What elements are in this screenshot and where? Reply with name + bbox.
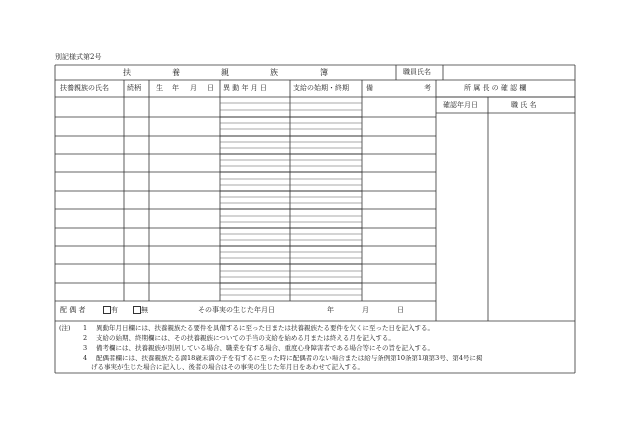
fact-date-year: 年 [327,306,334,314]
note-text: 異動年月日欄には、扶養親族たる要件を具備するに至った日または扶養親族たる要件を欠くに至った日を記入する。 [96,324,434,332]
col-header-confirm: 所 属 長 の 確 認 欄 [464,84,527,92]
spouse-label: 配 偶 者 [60,306,86,314]
note-text: 配偶者欄には、扶養親族たる満18歳未満の子を有するに至った時に配偶者のない場合または給与条例第10条第1項第3号、第4号に掲 [96,355,483,362]
note-number: 2 [83,334,88,342]
col-header-confirm-name: 職 氏 名 [511,101,537,109]
note-number: 4 [83,354,88,362]
title-char-5: 簿 [320,68,328,77]
title-char-4: 族 [270,68,278,77]
col-header-remarks-1: 備 [366,84,373,92]
note-text: 備考欄には、扶養親族が別居している場合、職業を有する場合、重度心身障害者である場合等にその旨を記入する。 [96,344,434,352]
col-header-birth-4: 日 [207,84,214,92]
col-header-confirm-date: 確認年月日 [443,101,478,109]
spouse-yes-checkbox[interactable] [103,306,111,314]
title-char-2: 養 [172,68,180,77]
note-text: 支給の始期、終期欄には、その扶養親族についての手当の支給を始める月または終える月を記入する。 [96,334,395,342]
form-id-label: 別記様式第2号 [55,53,102,61]
col-header-payment-period: 支給の始期・終期 [293,84,349,92]
employee-name-field[interactable] [444,66,574,79]
title-char-1: 扶 [123,68,131,77]
note-number: 1 [83,324,88,332]
col-header-relation: 続柄 [127,84,141,92]
employee-name-label: 職員氏名 [403,68,431,76]
col-header-birth-1: 生 [156,84,163,92]
spouse-yes-label: 有 [111,306,118,314]
col-header-birth-3: 月 [190,84,197,92]
spouse-no-label: 無 [141,306,148,314]
col-header-change-date: 異 動 年 月 日 [223,84,267,92]
fact-date-month: 月 [362,306,369,314]
note-number: 3 [83,344,88,352]
fact-date-label: その事実の生じた年月日 [198,306,275,314]
note-continuation: げる事実が生じた場合に記入し、後者の場合はその事実の生じた年月日をあわせて記入する。 [91,363,364,371]
fact-date-day: 日 [397,306,404,314]
title-char-3: 親 [221,68,229,77]
col-header-name: 扶養親族の氏名 [60,84,109,92]
col-header-birth-2: 年 [172,84,179,92]
col-header-remarks-2: 考 [424,84,431,92]
spouse-no-checkbox[interactable] [133,306,141,314]
notes-prefix: (注) [59,324,71,332]
